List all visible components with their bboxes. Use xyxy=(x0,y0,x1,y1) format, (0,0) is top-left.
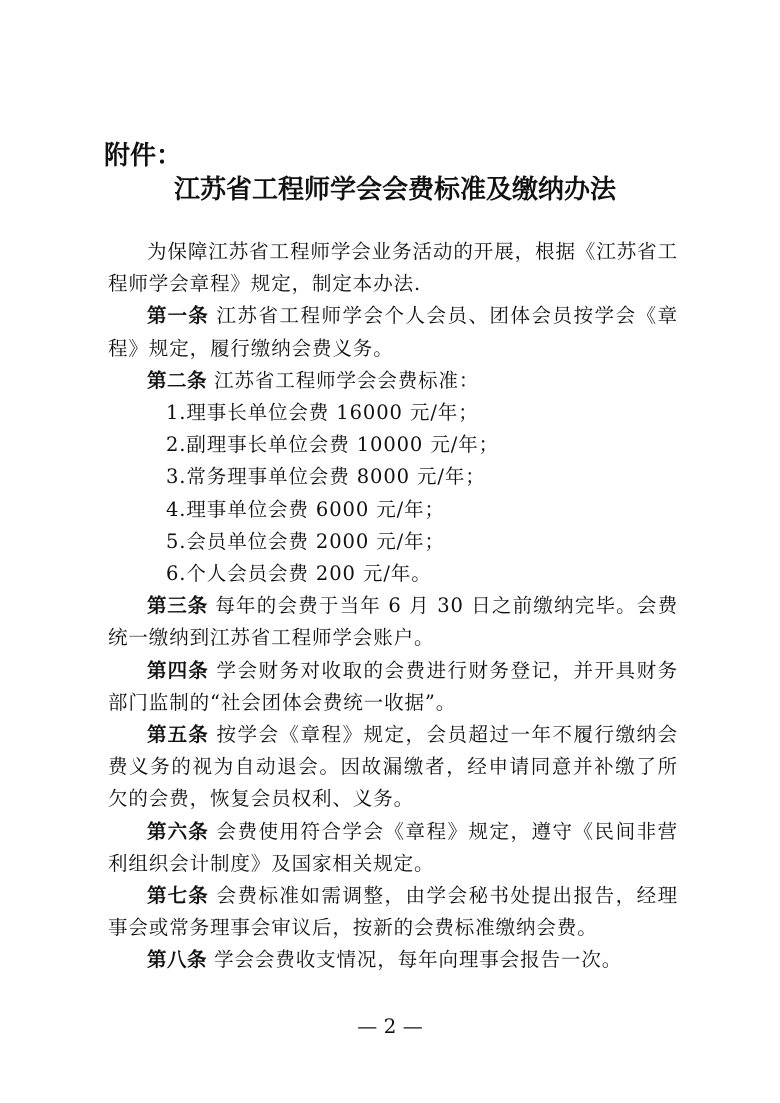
article-6 xyxy=(108,816,678,880)
article-heading: 第七条 xyxy=(147,884,209,908)
fee-item: 6.个人会员会费 200 元/年。 xyxy=(166,562,432,586)
document-body xyxy=(108,236,678,977)
article-text: 江苏省工程师学会会费标准： xyxy=(214,368,480,392)
intro-paragraph: 为保障江苏省工程师学会业务活动的开展，根据《江苏省工程师学会章程》规定，制定本办法. xyxy=(108,240,678,296)
article-text: 会费标准如需调整，由学会秘书处提出报告，经理事会或常务理事会审议后，按新的会费标准缴纳会费。 xyxy=(108,884,678,940)
fee-item: 1.理事长单位会费 16000 元/年； xyxy=(166,401,479,425)
article-4 xyxy=(108,655,678,719)
article-5 xyxy=(108,719,678,816)
article-heading: 第一条 xyxy=(147,304,209,328)
fee-item: 3.常务理事单位会费 8000 元/年； xyxy=(166,465,486,489)
article-heading: 第四条 xyxy=(147,658,209,682)
article-2 xyxy=(108,365,678,397)
page-number: — 2 — xyxy=(357,1014,423,1038)
article-heading: 第五条 xyxy=(147,723,209,747)
article-text: 学会财务对收取的会费进行财务登记，并开具财务部门监制的“社会团体会费统一收据”。 xyxy=(108,658,678,714)
article-heading: 第二条 xyxy=(147,368,208,392)
article-3 xyxy=(108,590,678,654)
article-heading: 第八条 xyxy=(147,948,208,972)
article-text: 江苏省工程师学会个人会员、团体会员按学会《章程》规定，履行缴纳会费义务。 xyxy=(108,304,678,360)
document-title: 江苏省工程师学会会费标准及缴纳办法 xyxy=(173,175,616,205)
article-heading: 第六条 xyxy=(147,819,209,843)
article-7 xyxy=(108,880,678,944)
article-text: 会费使用符合学会《章程》规定，遵守《民间非营利组织会计制度》及国家相关规定。 xyxy=(108,819,678,875)
fee-item: 2.副理事长单位会费 10000 元/年； xyxy=(166,433,500,457)
fee-item: 4.理事单位会费 6000 元/年； xyxy=(166,497,445,521)
article-text: 每年的会费于当年 6 月 30 日之前缴纳完毕。会费统一缴纳到江苏省工程师学会账户。 xyxy=(108,594,678,650)
article-heading: 第三条 xyxy=(147,594,208,618)
article-text: 按学会《章程》规定，会员超过一年不履行缴纳会费义务的视为自动退会。因故漏缴者，经申请同意并补缴了所欠的会费，恢复会员权利、义务。 xyxy=(108,723,678,811)
article-8 xyxy=(108,944,678,976)
fee-item: 5.会员单位会费 2000 元/年； xyxy=(166,529,445,553)
article-text: 学会会费收支情况，每年向理事会报告一次。 xyxy=(214,948,623,972)
article-1 xyxy=(108,300,678,364)
attachment-label: 附件： xyxy=(104,141,183,171)
